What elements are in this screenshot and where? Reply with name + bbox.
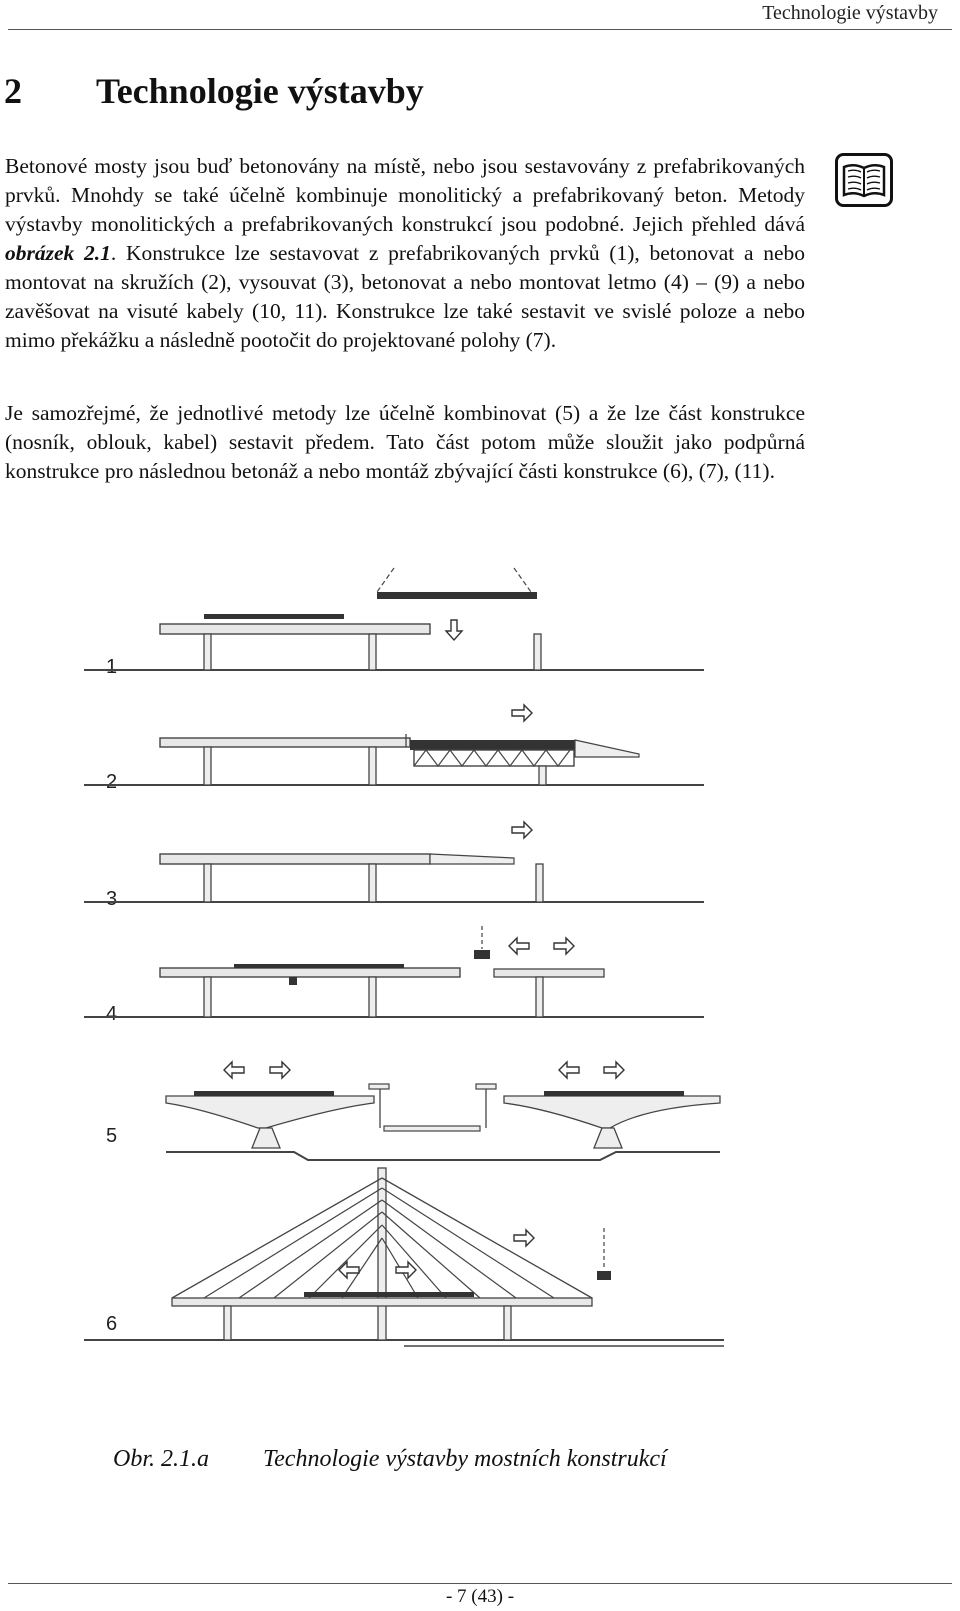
page-number: - 7 (43) - (445, 1586, 515, 1607)
caption-label: Obr. 2.1.a (113, 1446, 210, 1472)
arrow-right-icon (604, 1062, 624, 1078)
row-label-6: 6 (106, 1313, 118, 1335)
chapter-number: 2 (4, 71, 22, 111)
paragraph-1 (5, 152, 805, 355)
book-icon (835, 153, 893, 207)
row-label-5: 5 (106, 1125, 118, 1147)
method-row-3 (84, 822, 704, 910)
figure-reference[interactable]: obrázek 2.1 (5, 241, 111, 265)
method-row-1 (84, 568, 704, 678)
arrow-right-icon (270, 1062, 290, 1078)
paragraph-1-start: Betonové mosty jsou buď betonovány na místě, nebo jsou sestavovány z prefabrikovaných prvků. Mnohdy se také účelně kombinuje monolitický a prefabrikovaný beton. Metody výstavby monolitických a prefabrikovaných konstrukcí jsou podobné. Jejich přehled dává (5, 154, 805, 236)
paragraph-2: Je samozřejmé, že jednotlivé metody lze účelně kombinovat (5) a že lze část konstrukce (nosník, oblouk, kabel) sestavit předem. Tato část potom může sloužit jako podpůrná konstrukce pro následnou betonáž a nebo montáž zbývající části konstrukce (6), (7), (11). (5, 401, 805, 483)
footer-rule (8, 1583, 952, 1584)
method-row-6 (84, 1168, 724, 1346)
paragraph-1-rest: . Konstrukce lze sestavovat z prefabrikovaných prvků (1), betonovat a nebo montovat na skružích (2), vysouvat (3), betonovat a nebo montovat letmo (4) – (9) a nebo zavěšovat na visuté kabely (10, 11). Konstrukce lze také sestavit ve svislé poloze a nebo mimo překážku a následně pootočit do projektované polohy (7). (5, 241, 805, 352)
method-row-5 (106, 1062, 720, 1160)
arrow-right-icon (512, 822, 532, 838)
arrow-right-icon (512, 705, 532, 721)
arrow-right-icon (396, 1262, 416, 1278)
arrow-left-icon (559, 1062, 579, 1078)
running-header: Technologie výstavby (762, 2, 938, 24)
arrow-right-icon (514, 1230, 534, 1246)
caption-text: Technologie výstavby mostních konstrukcí (263, 1446, 667, 1472)
header-rule (8, 29, 952, 30)
arrow-right-icon (554, 938, 574, 954)
row-label-3: 3 (106, 888, 118, 910)
row-label-2: 2 (106, 771, 118, 793)
chapter-title-text: Technologie výstavby (96, 71, 424, 111)
row-label-1: 1 (106, 656, 118, 678)
chapter-title (4, 70, 424, 112)
bridge-construction-figure (84, 528, 724, 1388)
arrow-down-icon (446, 620, 462, 640)
arrow-left-icon (509, 938, 529, 954)
arrow-left-icon (224, 1062, 244, 1078)
method-row-4 (84, 926, 704, 1025)
row-label-4: 4 (106, 1003, 118, 1025)
method-row-2 (84, 705, 704, 793)
